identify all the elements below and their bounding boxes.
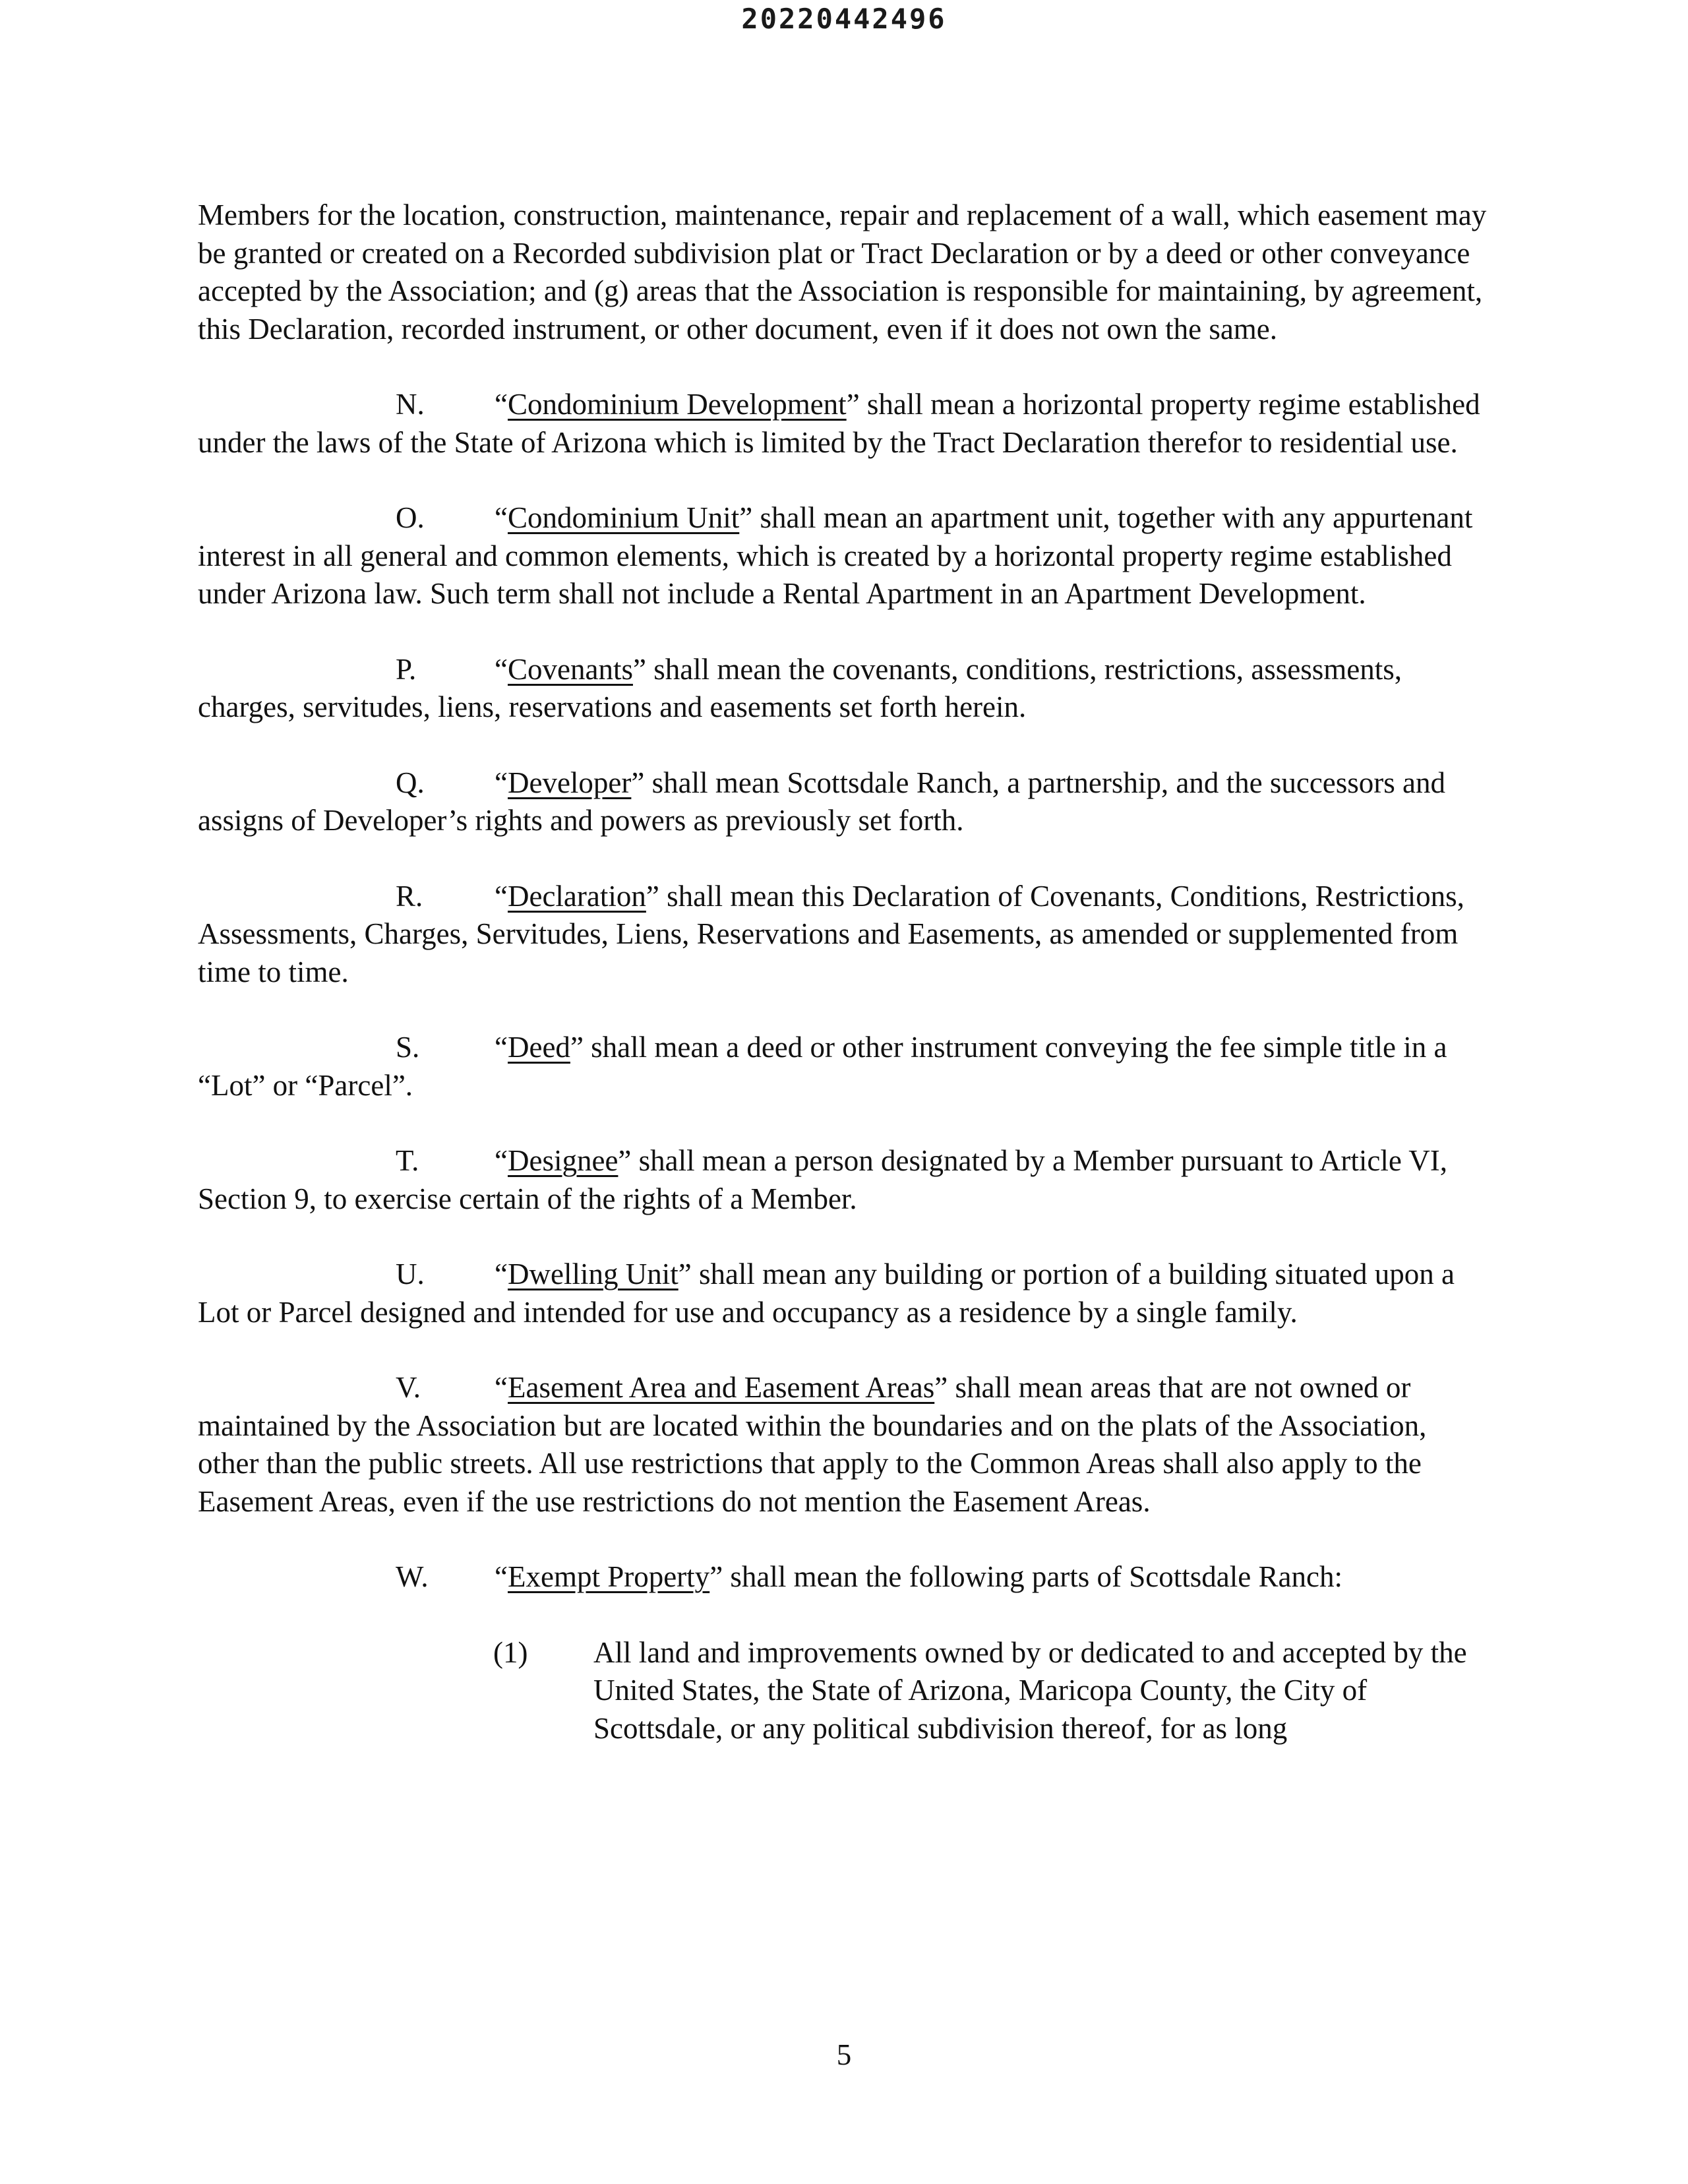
definition-n [198,386,1490,462]
definition-text: ” shall mean the covenants, conditions, restrictions, assessments, charges, servitudes, liens, reservations and easements set forth herein. [198,652,1402,723]
definition-p [198,651,1490,727]
document-number: 20220442496 [741,3,947,35]
defined-term: Condominium Unit [507,501,740,534]
open-quote: “ [495,1258,508,1290]
open-quote: “ [495,1371,508,1404]
definition-w [198,1558,1490,1596]
definition-text: ” shall mean a horizontal property regime established under the laws of the State of Arizona which is limited by the Tract Declaration therefor to residential use. [198,388,1480,459]
definition-letter: Q. [396,766,425,799]
definition-letter: W. [396,1560,429,1593]
defined-term: Covenants [507,652,633,686]
open-quote: “ [495,1031,508,1064]
definition-o [198,499,1490,613]
definition-text: ” shall mean Scottsdale Ranch, a partnership, and the successors and assigns of Developer’s rights and powers as previously set forth. [198,766,1446,837]
defined-term: Declaration [507,879,646,913]
sub-item-1 [198,1634,1490,1748]
definition-letter: P. [396,652,417,686]
defined-term: Condominium Development [507,388,847,421]
open-quote: “ [495,766,508,799]
page-number: 5 [836,2038,852,2071]
definition-t [198,1142,1490,1218]
open-quote: “ [495,652,508,686]
definition-text: ” shall mean any building or portion of a building situated upon a Lot or Parcel designed and intended for use and occupancy as a residence by a single family. [198,1258,1455,1329]
open-quote: “ [495,1144,508,1177]
defined-term: Developer [507,766,632,799]
definition-letter: U. [396,1258,425,1290]
open-quote: “ [495,879,508,913]
definition-text: ” shall mean a deed or other instrument conveying the fee simple title in a “Lot” or “Parcel”. [198,1031,1447,1102]
definition-text: ” shall mean areas that are not owned or maintained by the Association but are located within the boundaries and on the plats of the Association, other than the public streets. All use restrictions that apply to the Common Areas shall also apply to the Easement Areas, even if the use restrictions do not mention the Easement Areas. [198,1371,1427,1518]
definition-u [198,1256,1490,1331]
definition-r [198,878,1490,992]
definition-letter: S. [396,1031,420,1064]
definition-q [198,764,1490,840]
definition-s [198,1029,1490,1105]
defined-term: Dwelling Unit [507,1258,678,1290]
definition-letter: T. [396,1144,419,1177]
document-body [198,197,1490,1747]
open-quote: “ [495,501,508,534]
definition-letter: V. [396,1371,421,1404]
definition-v [198,1369,1490,1521]
sub-item-number: (1) [493,1635,528,1669]
definition-text: ” shall mean this Declaration of Covenants, Conditions, Restrictions, Assessments, Charges, Servitudes, Liens, Reservations and Easements, as amended or supplemented from time to time. [198,879,1464,988]
definition-text: ” shall mean a person designated by a Member pursuant to Article VI, Section 9, to exercise certain of the rights of a Member. [198,1144,1447,1215]
definition-letter: N. [396,388,425,421]
definition-text: ” shall mean an apartment unit, together with any appurtenant interest in all general and common elements, which is created by a horizontal property regime established under Arizona law. Such term shall not include a Rental Apartment in an Apartment Development. [198,501,1473,610]
defined-term: Designee [507,1144,618,1177]
defined-term: Easement Area and Easement Areas [507,1371,935,1404]
open-quote: “ [495,1560,508,1593]
definition-letter: O. [396,501,425,534]
defined-term: Deed [507,1031,570,1064]
definition-letter: R. [396,879,423,913]
open-quote: “ [495,388,508,421]
intro-paragraph: Members for the location, construction, maintenance, repair and replacement of a wall, which easement may be granted or created on a Recorded subdivision plat or Tract Declaration or by a deed or other conveyance accepted by the Association; and (g) areas that the Association is responsible for maintaining, by agreement, this Declaration, recorded instrument, or other document, even if it does not own the same. [198,198,1487,346]
sub-item-text: All land and improvements owned by or dedicated to and accepted by the United States, the State of Arizona, Maricopa County, the City of Scottsdale, or any political subdivision thereof, for as long [593,1635,1467,1745]
defined-term: Exempt Property [507,1560,710,1593]
definition-text: ” shall mean the following parts of Scottsdale Ranch: [709,1560,1342,1593]
